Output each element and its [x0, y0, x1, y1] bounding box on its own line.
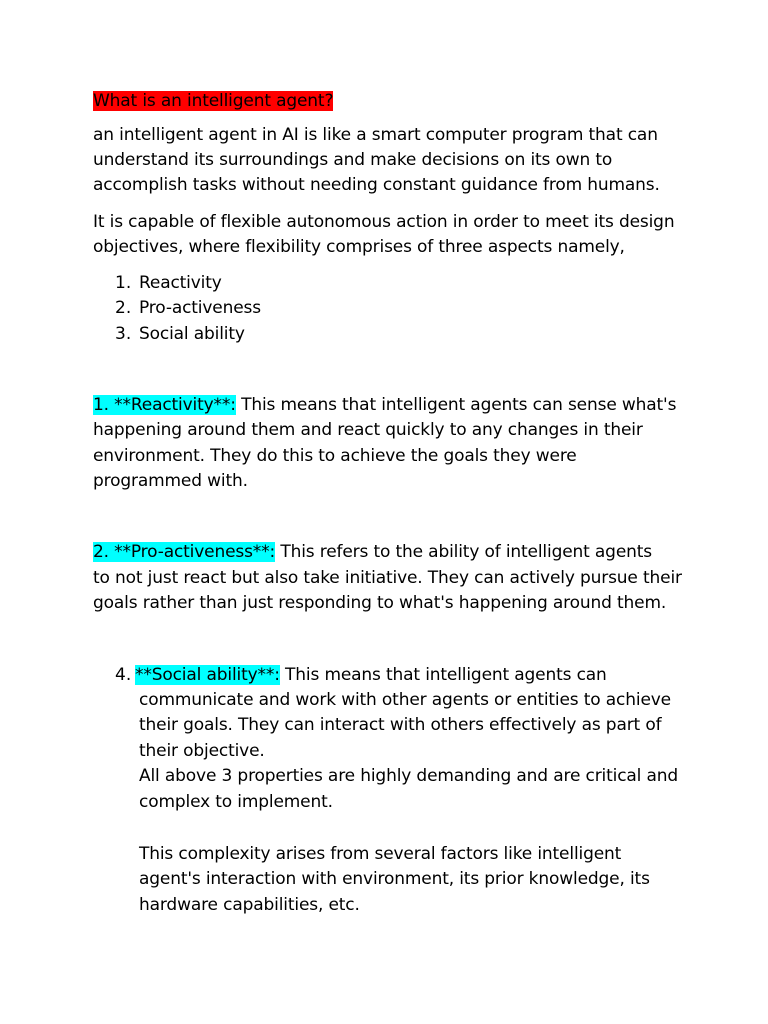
proactiveness-first-text: This refers to the ability of intelligent agents: [275, 542, 652, 562]
social-first-text: This means that intelligent agents can: [279, 665, 607, 685]
capable-line-1: It is capable of flexible autonomous action in order to meet its design: [93, 212, 675, 232]
intro-line-1: an intelligent agent in AI is like a smart computer program that can: [93, 125, 658, 145]
reactivity-line-4: programmed with.: [93, 471, 248, 491]
proactiveness-line-3: goals rather than just responding to what's happening around them.: [93, 593, 667, 613]
proactiveness-tag: 2. **Pro-activeness**:: [93, 542, 276, 562]
aspect-label: Reactivity: [139, 273, 222, 293]
social-line-1: [135, 663, 607, 688]
social-number: 4.: [115, 665, 132, 685]
aspect-number: 3.: [115, 324, 132, 344]
intro-line-3: accomplish tasks without needing constant guidance from humans.: [93, 175, 660, 195]
complexity-line-3: hardware capabilities, etc.: [139, 895, 360, 915]
social-line-5: All above 3 properties are highly demanding and are critical and: [139, 766, 679, 786]
social-line-6: complex to implement.: [139, 792, 333, 812]
aspect-label: Social ability: [139, 324, 245, 344]
social-line-4: their objective.: [139, 741, 265, 761]
aspect-number: 2.: [115, 298, 132, 318]
reactivity-line-1: [93, 393, 676, 418]
reactivity-line-2: happening around them and react quickly to any changes in their: [93, 420, 643, 440]
reactivity-tag: 1. **Reactivity**:: [93, 395, 236, 415]
aspect-label: Pro-activeness: [139, 298, 261, 318]
reactivity-line-3: environment. They do this to achieve the goals they were: [93, 446, 577, 466]
social-line-3: their goals. They can interact with others effectively as part of: [139, 715, 662, 735]
complexity-line-2: agent's interaction with environment, its prior knowledge, its: [139, 869, 650, 889]
aspect-number: 1.: [115, 273, 132, 293]
heading-title: What is an intelligent agent?: [93, 91, 334, 111]
reactivity-first-text: This means that intelligent agents can sense what's: [235, 395, 677, 415]
proactiveness-line-1: [93, 540, 652, 565]
complexity-line-1: This complexity arises from several factors like intelligent: [139, 844, 622, 864]
social-tag: **Social ability**:: [135, 665, 280, 685]
social-line-2: communicate and work with other agents or entities to achieve: [139, 690, 671, 710]
proactiveness-line-2: to not just react but also take initiative. They can actively pursue their: [93, 568, 682, 588]
heading-line: [93, 89, 333, 114]
intro-line-2: understand its surroundings and make decisions on its own to: [93, 150, 613, 170]
capable-line-2: objectives, where flexibility comprises of three aspects namely,: [93, 237, 625, 257]
